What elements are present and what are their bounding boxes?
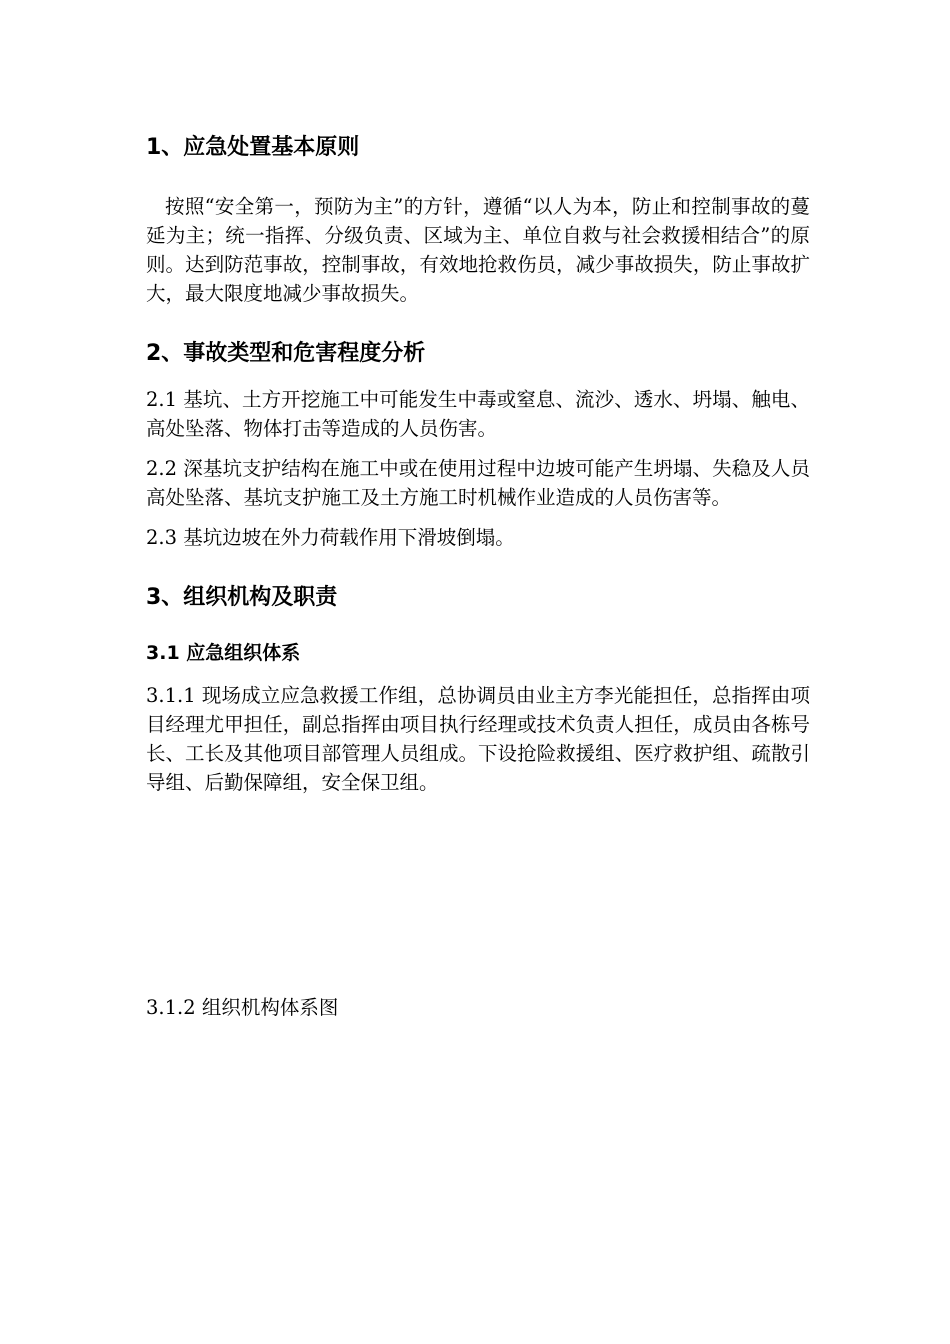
section-heading-3: 3、组织机构及职责 (146, 585, 338, 610)
section-heading-1: 1、应急处置基本原则 (146, 135, 360, 160)
section-2-paragraph-3: 2.3 基坑边坡在外力荷载作用下滑坡倒塌。 (146, 526, 515, 549)
section-heading-2: 2、事故类型和危害程度分析 (146, 341, 426, 366)
subsection-heading-3-1: 3.1 应急组织体系 (146, 642, 301, 664)
section-2-paragraph-2: 2.2 深基坑支护结构在施工中或在使用过程中边坡可能产生坍塌、失稳及人员高处坠落、基坑支护施工及土方施工时机械作业造成的人员伤害等。 (146, 457, 810, 509)
section-3-paragraph-1: 3.1.1 现场成立应急救援工作组，总协调员由业主方李光能担任，总指挥由项目经理尤甲担任，副总指挥由项目执行经理或技术负责人担任，成员由各栋号长、工长及其他项目部管理人员组成。下设抢险救援组、医疗救护组、疏散引导组、后勤保障组，安全保卫组。 (146, 684, 810, 794)
document-body (146, 128, 810, 1022)
section-2-paragraph-1: 2.1 基坑、土方开挖施工中可能发生中毒或窒息、流沙、透水、坍塌、触电、高处坠落、物体打击等造成的人员伤害。 (146, 388, 810, 440)
section-1-paragraph: 按照“安全第一，预防为主”的方针，遵循“以人为本，防止和控制事故的蔓延为主；统一指挥、分级负责、区域为主、单位自救与社会救援相结合”的原则。达到防范事故，控制事故，有效地抢救伤员，减少事故损失，防止事故扩大，最大限度地减少事故损失。 (146, 195, 810, 305)
section-3-paragraph-2: 3.1.2 组织机构体系图 (146, 996, 339, 1019)
